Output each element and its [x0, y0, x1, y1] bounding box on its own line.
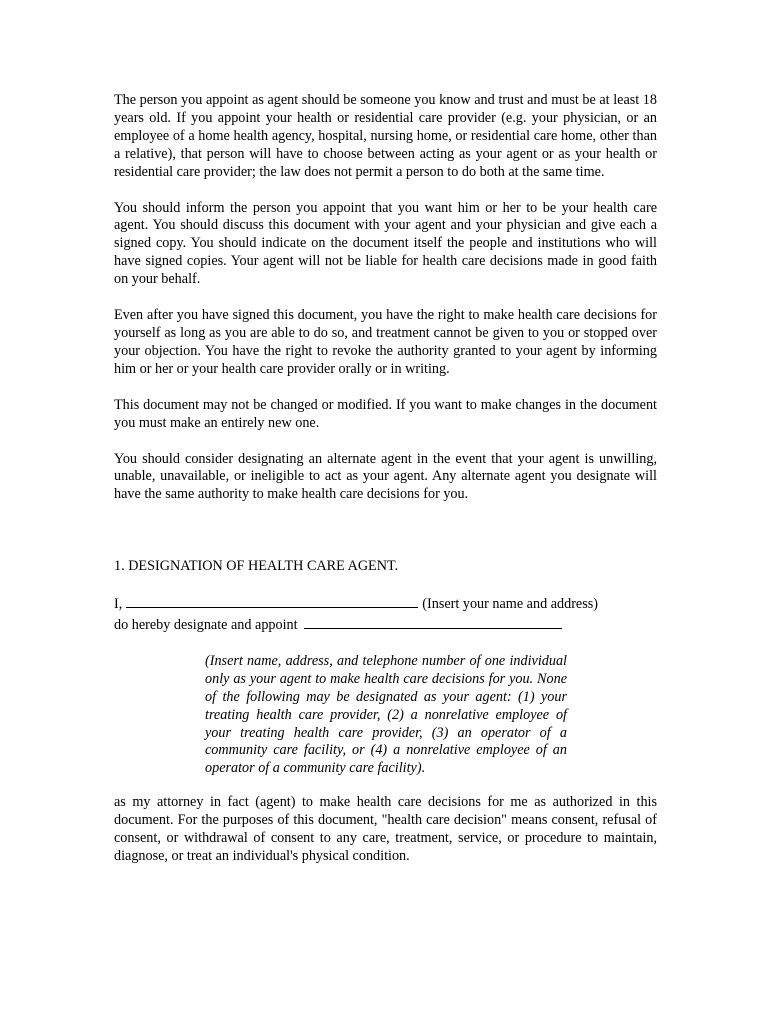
principal-name-row: [114, 593, 657, 614]
paragraph-alternate-agent: You should consider designating an alternate agent in the event that your agent is unwilling, unable, unavailable, or ineligible to act as your agent. Any alternate agent you designate will have the same authority to make health care decisions for you.: [114, 450, 657, 503]
principal-name-field[interactable]: [126, 593, 418, 608]
i-prefix: I,: [114, 596, 123, 613]
paragraph-inform-agent: You should inform the person you appoint that you want him or her to be your health care agent. You should discuss this document with your agent and your physician and give each a signed copy. You should indicate on the document itself the people and institutions who will have signed copies. Your agent will not be liable for health care decisions made in good faith on your behalf.: [114, 199, 657, 288]
paragraph-agent-qualifications: The person you appoint as agent should be someone you know and trust and must be at least 18 years old. If you appoint your health or residential care provider (e.g. your physician, or an employee of a home health agency, hospital, nursing home, or residential care home, other than a relative), that person will have to choose between acting as your agent or as your health or residential care provider; the law does not permit a person to do both at the same time.: [114, 92, 657, 180]
designate-row: [114, 614, 657, 635]
name-hint: (Insert your name and address): [422, 596, 598, 613]
paragraph-attorney-in-fact: as my attorney in fact (agent) to make health care decisions for me as authorized in this document. For the purposes of this document, "health care decision" means consent, refusal of consent, or withdrawal of consent to any care, treatment, service, or procedure to maintain, diagnose, or treat an individual's physical condition.: [114, 794, 657, 864]
document-page: [114, 92, 657, 866]
section-heading: 1. DESIGNATION OF HEALTH CARE AGENT.: [114, 558, 399, 575]
agent-instructions: (Insert name, address, and telephone number of one individual only as your agent to make health care decisions for you. None of the following may be designated as your agent: (1) your treating health care provider, (2) a nonrelative employee of your treating health care provider, (3) an operator of a community care facility, or (4) a nonrelative employee of an operator of a community care facility).: [205, 652, 567, 777]
designate-text: do hereby designate and appoint: [114, 617, 298, 634]
paragraph-no-modification: This document may not be changed or modified. If you want to make changes in the document you must make an entirely new one.: [114, 396, 657, 431]
paragraph-right-to-decide: Even after you have signed this document, you have the right to make health care decisions for yourself as long as you are able to do so, and treatment cannot be given to you or stopped over your objection. You have the right to revoke the authority granted to your agent by informing him or her or your health care provider orally or in writing.: [114, 307, 657, 377]
agent-name-field[interactable]: [304, 614, 562, 629]
